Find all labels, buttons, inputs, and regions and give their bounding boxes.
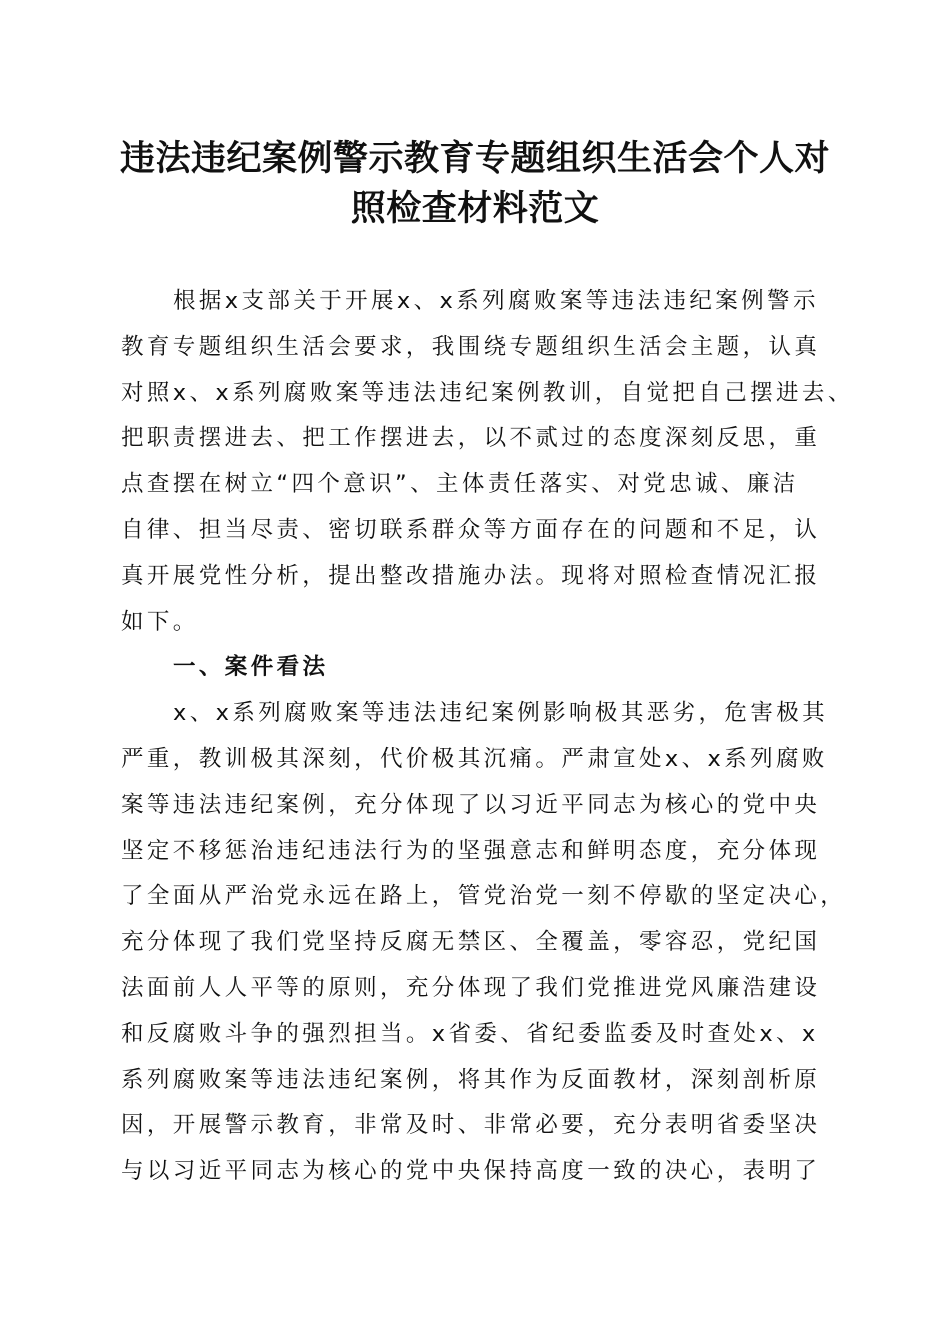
text-line: 法面前人人平等的原则，充分体现了我们党推进党风廉浩建设: [121, 974, 821, 1001]
text-line: 把职责摆进去、把工作摆进去，以不贰过的态度深刻反思，重: [121, 425, 821, 452]
text-line: 对照x、x系列腐败案等违法违纪案例教训，自觉把自己摆进去、: [121, 379, 854, 406]
text-line: 点查摆在树立“四个意识”、主体责任落实、对党忠诚、廉洁: [121, 471, 799, 498]
title-line-1: 违法违纪案例警示教育专题组织生活会个人对: [119, 138, 830, 179]
text-line: 根据x支部关于开展x、x系列腐败案等违法违纪案例警示: [173, 288, 819, 314]
title-line-2: 照检查材料范文: [350, 188, 600, 229]
paragraph-intro: [121, 279, 854, 645]
text-line: 如下。: [121, 608, 199, 635]
text-line: x、x系列腐败案等违法违纪案例影响极其恶劣，危害极其: [173, 700, 829, 727]
text-line: 系列腐败案等违法违纪案例，将其作为反面教材，深刻剖析原: [121, 1066, 821, 1093]
text-line: 因，开展警示教育，非常及时、非常必要，充分表明省委坚决: [121, 1112, 821, 1139]
text-line: 真开展党性分析，提出整改措施办法。现将对照检查情况汇报: [121, 562, 821, 589]
text-line: 充分体现了我们党坚持反腐无禁区、全覆盖，零容忍，党纪国: [121, 929, 821, 956]
paragraph-case-view: [121, 691, 847, 1195]
text-line: 教育专题组织生活会要求，我围绕专题组织生活会主题，认真: [121, 333, 821, 360]
text-line: 和反腐败斗争的强烈担当。x省委、省纪委监委及时查处x、x: [121, 1020, 819, 1047]
text-line: 严重，教训极其深刻，代价极其沉痛。严肃宣处x、x系列腐败: [121, 745, 828, 772]
text-line: 坚定不移惩治违纪违法行为的坚强意志和鲜明态度，充分体现: [121, 837, 821, 864]
text-line: 了全面从严治党永远在路上，管党治党一刻不停歇的坚定决心，: [121, 883, 847, 910]
document-body: [121, 279, 854, 1195]
text-line: 自律、担当尽责、密切联系群众等方面存在的问题和不足，认: [121, 516, 821, 543]
text-line: 案等违法违纪案例，充分体现了以习近平同志为核心的党中央: [121, 791, 821, 818]
section-heading: 一、案件看法: [173, 654, 329, 681]
text-line: 与以习近平同志为核心的党中央保持高度一致的决心，表明了: [121, 1158, 821, 1185]
document-title: [100, 134, 850, 234]
